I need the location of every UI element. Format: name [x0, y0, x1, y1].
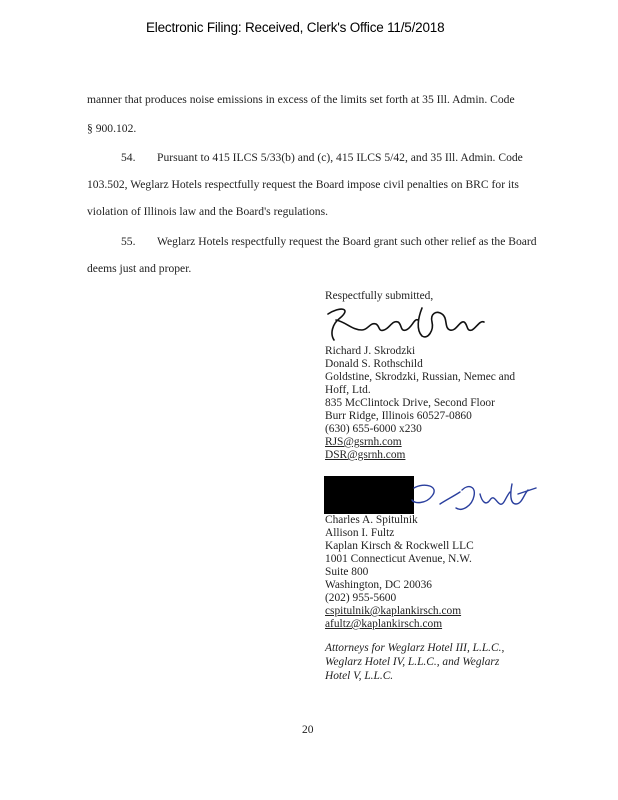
attorneys-for-line: Hotel V, L.L.C.: [325, 670, 394, 682]
email-link[interactable]: afultz@kaplankirsch.com: [325, 618, 443, 630]
firm-name: Hoff, Ltd.: [325, 384, 371, 396]
attorney-name: Charles A. Spitulnik: [325, 514, 418, 526]
body-line: Weglarz Hotels respectfully request the Board grant such other relief as the Board: [157, 235, 537, 248]
attorneys-for-line: Weglarz Hotel IV, L.L.C., and Weglarz: [325, 656, 500, 668]
firm-address: Washington, DC 20036: [325, 579, 432, 591]
firm-address: 835 McClintock Drive, Second Floor: [325, 397, 495, 409]
email-link[interactable]: RJS@gsrnh.com: [325, 436, 402, 448]
firm-name: Goldstine, Skrodzki, Russian, Nemec and: [325, 371, 516, 383]
firm-address: Suite 800: [325, 566, 369, 578]
attorney-name: Richard J. Skrodzki: [325, 345, 416, 357]
page-number: 20: [302, 724, 314, 736]
firm-phone: (630) 655-6000 x230: [325, 423, 422, 435]
paragraph-number: 54.: [121, 151, 136, 164]
firm-name: Kaplan Kirsch & Rockwell LLC: [325, 540, 474, 552]
attorney-name: Donald S. Rothschild: [325, 358, 423, 370]
body-line: violation of Illinois law and the Board's regulations.: [87, 205, 329, 218]
filing-stamp: Electronic Filing: Received, Clerk's Office 11/5/2018: [146, 20, 445, 35]
attorney-name: Allison I. Fultz: [325, 527, 395, 539]
body-line: 103.502, Weglarz Hotels respectfully request the Board impose civil penalties on BRC for its: [87, 178, 519, 191]
body-line: Pursuant to 415 ILCS 5/33(b) and (c), 415 ILCS 5/42, and 35 Ill. Admin. Code: [157, 151, 523, 164]
email-link[interactable]: cspitulnik@kaplankirsch.com: [325, 605, 462, 617]
body-line: deems just and proper.: [87, 262, 192, 275]
firm-phone: (202) 955-5600: [325, 592, 397, 604]
handwritten-signature-skrodzki: [322, 300, 492, 345]
firm-address: 1001 Connecticut Avenue, N.W.: [325, 553, 472, 565]
email-link[interactable]: DSR@gsrnh.com: [325, 449, 406, 461]
body-line: manner that produces noise emissions in excess of the limits set forth at 35 Ill. Admin. Code: [87, 93, 515, 106]
attorneys-for-line: Attorneys for Weglarz Hotel III, L.L.C.,: [325, 642, 505, 654]
firm-address: Burr Ridge, Illinois 60527-0860: [325, 410, 472, 422]
paragraph-number: 55.: [121, 235, 136, 248]
closing-text: Respectfully submitted,: [325, 290, 434, 302]
handwritten-signature-blue: [410, 474, 540, 524]
body-line: § 900.102.: [87, 122, 137, 135]
redaction-box: [324, 476, 414, 514]
